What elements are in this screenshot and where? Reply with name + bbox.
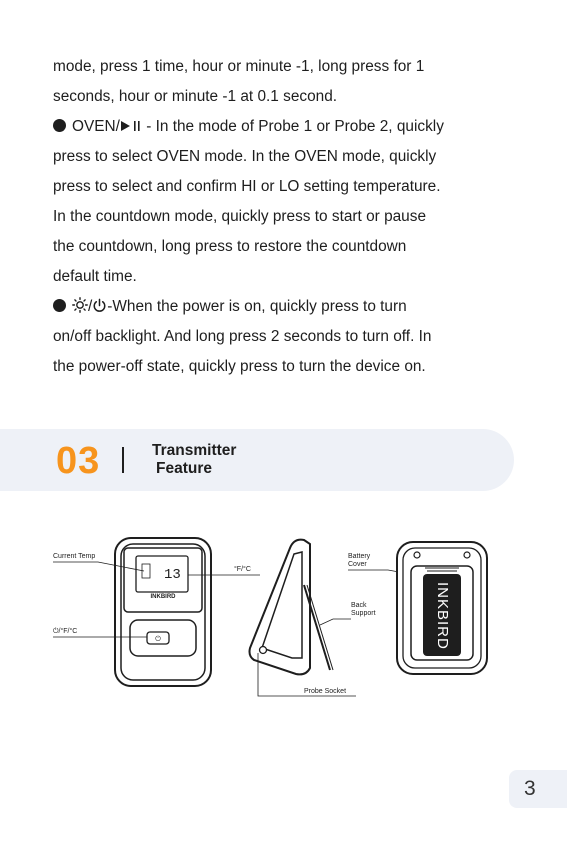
label-probe-socket: Probe Socket (304, 688, 347, 695)
transmitter-diagram (48, 530, 518, 710)
section-divider (122, 447, 124, 473)
page-tab (509, 770, 567, 808)
text-line: the countdown, long press to restore the countdown (53, 238, 407, 255)
oven-bullet (53, 112, 523, 142)
text-line: the power-off state, quickly press to turn the device on. (53, 358, 426, 375)
label-cover: Cover (348, 561, 367, 568)
text-line: seconds, hour or minute -1 at 0.1 second. (53, 88, 338, 105)
button-power-icon: ⏻ (155, 635, 161, 643)
text-line: on/off backlight. And long press 2 seconds to turn off. In (53, 328, 432, 345)
sun-icon (72, 297, 88, 313)
text-line: default time. (53, 268, 137, 285)
label-support: Support (351, 610, 376, 617)
text-line: press to select OVEN mode. In the OVEN mode, quickly (53, 148, 437, 165)
section-title-line: Transmitter (152, 442, 237, 459)
label-fc: °F/°C (234, 566, 251, 573)
section-number: 03 (56, 440, 101, 482)
label-back: Back (351, 602, 367, 609)
text-line: press to select and confirm HI or LO setting temperature. (53, 178, 441, 195)
text-line: mode, press 1 time, hour or minute -1, long press for 1 (53, 58, 425, 75)
section-title (152, 442, 236, 478)
text-line: - In the mode of Probe 1 or Probe 2, quickly (146, 118, 444, 135)
label-power-fc: ⏻/°F/°C (53, 628, 78, 635)
page-number: 3 (524, 777, 536, 800)
bullet-icon (53, 119, 66, 132)
separator: / (88, 298, 93, 315)
power-icon (92, 298, 107, 313)
oven-label: OVEN/ (72, 118, 120, 135)
label-current-temp: Current Temp (53, 553, 96, 560)
bullet-icon (53, 299, 66, 312)
front-view (115, 538, 211, 686)
label-battery: Battery (348, 553, 371, 560)
brand-text: INKBIRD (150, 594, 176, 600)
body-text (53, 52, 523, 382)
display-readout: 13 (164, 567, 181, 583)
back-view (397, 542, 487, 674)
back-brand-text: INKBIRD (434, 582, 451, 650)
play-pause-icon (120, 119, 142, 133)
text-line: In the countdown mode, quickly press to start or pause (53, 208, 426, 225)
section-title-line: Feature (156, 460, 212, 477)
text-line: -When the power is on, quickly press to turn (107, 298, 407, 315)
side-view (250, 540, 334, 675)
power-bullet (53, 292, 523, 322)
